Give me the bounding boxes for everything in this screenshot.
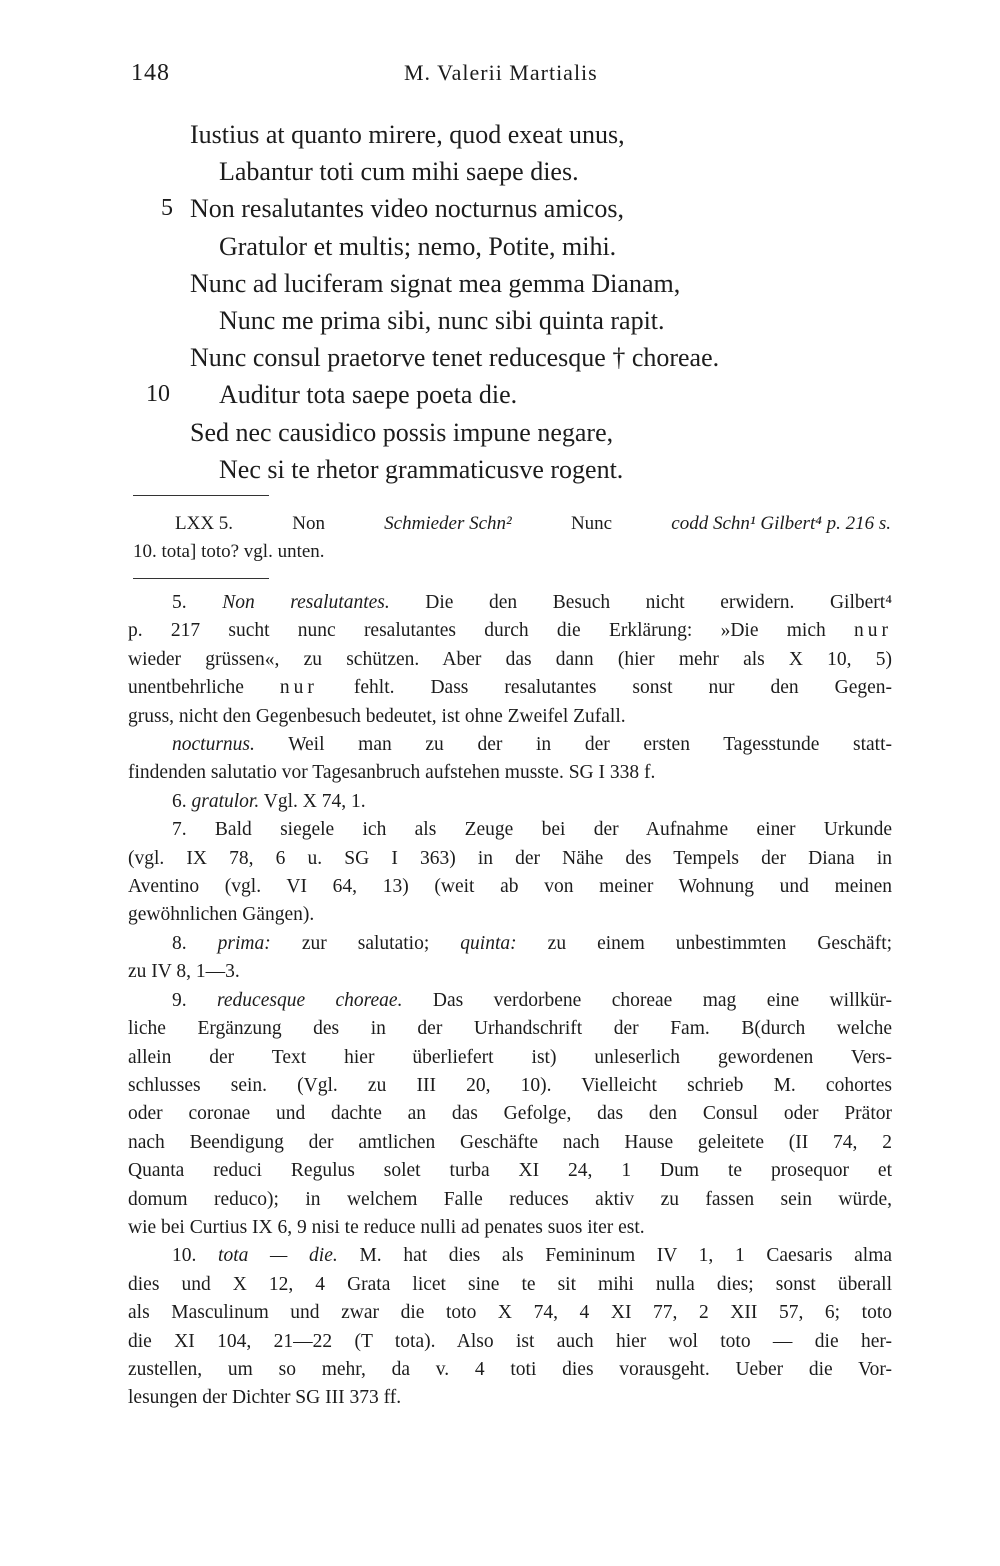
verse-text: Auditur tota saepe poeta die. bbox=[219, 380, 518, 410]
apparatus-line bbox=[133, 510, 891, 538]
running-head: M. Valerii Martialis bbox=[404, 60, 598, 85]
commentary-note bbox=[128, 930, 892, 987]
verse-line bbox=[0, 228, 1000, 265]
text-line: lesungen der Dichter SG III 373 ff. bbox=[128, 1387, 402, 1409]
verse-line bbox=[0, 265, 1000, 302]
verse-line bbox=[0, 376, 1000, 413]
commentary-note bbox=[128, 816, 892, 930]
text-line: nach Beendigung der amtlichen Geschäfte nach Hause geleitete (II 74, 2 bbox=[128, 1131, 892, 1153]
text-line: domum reduco); in welchem Falle reduces aktiv zu fassen sein würde, bbox=[128, 1188, 892, 1210]
text-line bbox=[128, 1242, 892, 1270]
text-line bbox=[128, 617, 892, 645]
spaced-text: nur bbox=[279, 677, 318, 699]
divider-rule bbox=[133, 578, 269, 579]
apparatus-source: Schmieder Schn² bbox=[384, 513, 512, 534]
verse-line bbox=[0, 190, 1000, 227]
verse-text: Iustius at quanto mirere, quod exeat unus, bbox=[190, 120, 625, 149]
text-line bbox=[128, 788, 892, 816]
commentary-note bbox=[128, 1242, 892, 1412]
verse-text: Nunc consul praetorve tenet reducesque † choreae. bbox=[190, 343, 720, 373]
text-line: gewöhnlichen Gängen). bbox=[128, 904, 315, 926]
commentary-note bbox=[128, 589, 892, 731]
note-number: 8. bbox=[172, 932, 187, 954]
note-number: 9. bbox=[172, 989, 187, 1011]
verse-line bbox=[0, 116, 1000, 153]
note-text: Die den Besuch nicht erwidern. Gilbert⁴ bbox=[425, 592, 892, 613]
text-line bbox=[128, 731, 892, 759]
text-line: zustellen, um so mehr, da v. 4 toti dies vorausgeht. Ueber die Vor- bbox=[128, 1358, 892, 1380]
page-number: 148 bbox=[131, 60, 170, 86]
text-line: wieder grüssen«, zu schützen. Aber das dann (hier mehr als X 10, 5) bbox=[128, 648, 892, 670]
text-line bbox=[128, 674, 892, 702]
apparatus-line: 10. tota] toto? vgl. unten. bbox=[133, 541, 325, 562]
verse-text: Labantur toti cum mihi saepe dies. bbox=[219, 157, 579, 187]
verse-text: Nunc ad luciferam signat mea gemma Dianam, bbox=[190, 268, 681, 298]
note-number: 5. bbox=[172, 592, 187, 613]
note-text: p. 217 sucht nunc resalutantes durch die Erklärung: »Die mich bbox=[128, 620, 826, 642]
apparatus-ref: LXX 5. bbox=[175, 513, 234, 534]
apparatus-reading: Nunc bbox=[570, 513, 613, 534]
text-line bbox=[128, 589, 892, 617]
text-line: 7. Bald siegele ich als Zeuge bei der Aufnahme einer Urkunde bbox=[172, 819, 892, 841]
apparatus-reading: Non bbox=[292, 513, 325, 534]
commentary bbox=[128, 589, 892, 1413]
text-line: als Masculinum und zwar die toto X 74, 4 XI 77, 2 XII 57, 6; toto bbox=[128, 1302, 892, 1324]
note-text: unentbehrliche bbox=[128, 677, 244, 699]
verse-line bbox=[0, 414, 1000, 451]
text-line bbox=[128, 930, 892, 958]
note-lemma: gratulor. bbox=[191, 790, 260, 812]
text-line: schlusses sein. (Vgl. zu III 20, 10). Vielleicht schrieb M. cohortes bbox=[128, 1074, 892, 1096]
verse-text: Nec si te rhetor grammaticusve rogent. bbox=[219, 454, 624, 484]
text-line: Quanta reduci Regulus solet turba XI 24, 1 Dum te prosequor et bbox=[128, 1160, 892, 1182]
verse-line bbox=[0, 339, 1000, 376]
text-line: (vgl. IX 78, 6 u. SG I 363) in der Nähe des Tempels der Diana in bbox=[128, 847, 892, 869]
verse-text: Non resalutantes video nocturnus amicos, bbox=[190, 194, 624, 224]
verse-line bbox=[0, 302, 1000, 339]
note-lemma: tota — die. bbox=[218, 1245, 338, 1267]
text-line: findenden salutatio vor Tagesanbruch aufstehen musste. SG I 338 f. bbox=[128, 762, 656, 784]
verse-text: Gratulor et multis; nemo, Potite, mihi. bbox=[219, 231, 617, 261]
note-text: Vgl. X 74, 1. bbox=[263, 790, 366, 812]
text-line: dies und X 12, 4 Grata licet sine te sit mihi nulla dies; sonst überall bbox=[128, 1273, 892, 1295]
critical-apparatus bbox=[133, 510, 891, 566]
commentary-note bbox=[128, 788, 892, 816]
poem bbox=[0, 116, 1000, 488]
commentary-note bbox=[128, 731, 892, 788]
commentary-note bbox=[128, 987, 892, 1243]
text-line: oder coronae und dachte an das Gefolge, das den Consul oder Prätor bbox=[128, 1103, 892, 1125]
verse-number: 10 bbox=[146, 381, 170, 408]
note-text: fehlt. Dass resalutantes sonst nur den Gegen- bbox=[353, 677, 893, 699]
note-lemma: quinta: bbox=[460, 932, 517, 954]
note-lemma: prima: bbox=[217, 932, 271, 954]
divider-rule bbox=[133, 495, 269, 496]
note-lemma: Non resalutantes. bbox=[222, 592, 390, 613]
note-lemma: nocturnus. bbox=[172, 734, 255, 756]
verse-line bbox=[0, 451, 1000, 488]
text-line: zu IV 8, 1—3. bbox=[128, 961, 240, 983]
text-line: Aventino (vgl. VI 64, 13) (weit ab von meiner Wohnung und meinen bbox=[128, 876, 892, 898]
note-lemma: reducesque choreae. bbox=[217, 989, 403, 1011]
text-line: wie bei Curtius IX 6, 9 nisi te reduce nulli ad penates suos iter est. bbox=[128, 1216, 645, 1238]
note-text: Weil man zu der in der ersten Tagesstunde statt- bbox=[288, 734, 892, 756]
text-line: die XI 104, 21—22 (T tota). Also ist auch hier wol toto — die her- bbox=[128, 1330, 892, 1352]
note-number: 10. bbox=[172, 1245, 197, 1267]
text-line bbox=[128, 987, 892, 1015]
spaced-text: nur bbox=[854, 620, 892, 642]
note-text: zu einem unbestimmten Geschäft; bbox=[547, 932, 893, 954]
verse-text: Sed nec causidico possis impune negare, bbox=[190, 417, 614, 447]
page-header bbox=[0, 60, 1000, 94]
verse-line bbox=[0, 153, 1000, 190]
text-line: liche Ergänzung des in der Urhandschrift der Fam. B(durch welche bbox=[128, 1018, 892, 1040]
note-text: zur salutatio; bbox=[301, 932, 430, 954]
apparatus-source: codd Schn¹ Gilbert⁴ p. 216 s. bbox=[671, 513, 891, 534]
text-line: gruss, nicht den Gegenbesuch bedeutet, ist ohne Zweifel Zufall. bbox=[128, 705, 626, 727]
note-text: M. hat dies als Femininum IV 1, 1 Caesaris alma bbox=[359, 1245, 893, 1267]
note-number: 6. bbox=[172, 790, 187, 812]
verse-text: Nunc me prima sibi, nunc sibi quinta rapit. bbox=[219, 305, 665, 335]
verse-number: 5 bbox=[161, 195, 173, 222]
note-text: Das verdorbene choreae mag eine willkür- bbox=[432, 989, 893, 1011]
text-line: allein der Text hier überliefert ist) unleserlich gewordenen Vers- bbox=[128, 1046, 892, 1068]
